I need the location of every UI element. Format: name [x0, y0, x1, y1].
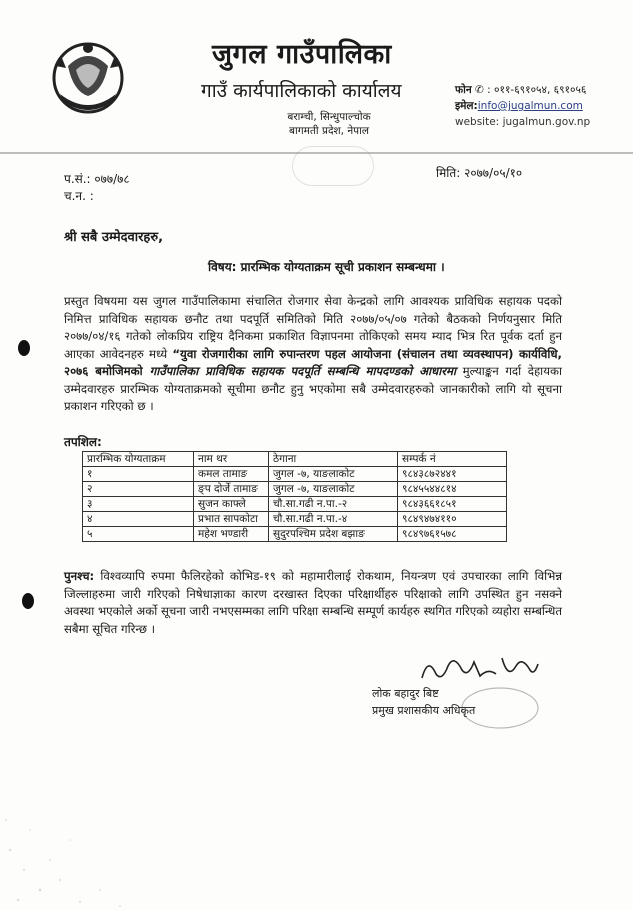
- table-cell: ४: [83, 512, 194, 527]
- salutation: श्री सबै उम्मेदवारहरु,: [64, 230, 164, 245]
- address-line: बागमती प्रदेश, नेपाल: [289, 125, 369, 137]
- body-italic-text: गाउँपालिका प्राविधिक सहायक पदपूर्ति सम्बन्धि मापदण्डको आधारमा: [142, 364, 457, 378]
- table-row: [83, 527, 507, 542]
- email-link[interactable]: info@jugalmun.com: [477, 100, 583, 112]
- body-bold-text: “युवा रोजगारीका लागि रुपान्तरण पहल आयोजना (संचालन तथा व्यवस्थापन) कार्यविधि, २०७६ बमोजिमको: [64, 346, 562, 378]
- scan-noise: [0, 730, 260, 910]
- body-paragraph: [64, 293, 562, 416]
- address-block: [249, 110, 409, 138]
- org-name: जुगल गाउँपालिका: [212, 39, 392, 70]
- table-cell: ३: [83, 497, 194, 512]
- address-line: बराम्ची, सिन्धुपाल्चोक: [287, 111, 371, 123]
- body-text: मुल्याङ्कन गर्दा देहायका उम्मेदवारहरु प्रारम्भिक योग्यताक्रमको सूचीमा छनौट हुनु भएकोमा सबै उम्मेदवारहरुको जानकारीको लागि यो सूचना प्रकाशन गरिएको छ ।: [64, 364, 562, 413]
- subject-line: विषय: प्रारम्भिक योग्यताक्रम सूची प्रकाशन सम्बन्धमा ।: [208, 260, 445, 274]
- table-row: [83, 482, 507, 497]
- table-cell: सुजन काफ्ले: [194, 497, 269, 512]
- table-cell: चौ.सा.गढी न.पा.-२: [269, 497, 398, 512]
- table-cell: कमल तामाङ: [194, 467, 269, 482]
- table-cell: ५: [83, 527, 194, 542]
- table-cell: जुगल -७, याङलाकोट: [269, 482, 398, 497]
- table-cell: महेश भण्डारी: [194, 527, 269, 542]
- table-cell: चौ.सा.गढी न.पा.-४: [269, 512, 398, 527]
- nepal-emblem-icon: [48, 36, 128, 116]
- table-header-cell: नाम थर: [194, 452, 269, 467]
- table-row: [83, 497, 507, 512]
- table-cell: सुदुरपश्चिम प्रदेश बझाङ: [269, 527, 398, 542]
- table-cell: प्रभात सापकोटा: [194, 512, 269, 527]
- table-cell: जुगल -७, याङलाकोट: [269, 467, 398, 482]
- scan-hole-mark: [18, 340, 30, 356]
- website-line: [455, 114, 590, 130]
- email-line: [455, 98, 590, 114]
- candidate-table: [82, 451, 507, 542]
- signer-name: लोक बहादुर बिष्ट: [372, 687, 439, 700]
- reference-number: प.सं.: ०७७/७८: [64, 172, 130, 186]
- letter-date: मिति: २०७७/०५/१०: [436, 166, 523, 180]
- table-header-row: [83, 452, 507, 467]
- faint-stamp-mark: [292, 146, 374, 186]
- postscript-label: पुनश्च:: [64, 569, 95, 583]
- table-header-cell: सम्पर्क नं: [398, 452, 507, 467]
- table-row: [83, 512, 507, 527]
- body-text: प्रस्तुत विषयमा यस जुगल गाउँपालिकामा संचालित रोजगार सेवा केन्द्रको लागि आवश्यक प्राविधिक सहायक पदको निमित्त प्राविधिक सहायक छनौट तथा पदपूर्ति समितिको मिति २०७७/०५/०७ गतेको बैठकको निर्णयनुसार मिति २०७७/०४/१६ गतेको लोकप्रिय राष्ट्रिय दैनिकमा प्रकाशित विज्ञापनमा तोकिएको समय म्याद भित्र रित पूर्वक दर्ता हुन आएका आवेदनहरु मध्ये: [64, 294, 562, 361]
- table-header-cell: प्रारम्भिक योग्यताक्रम: [83, 452, 194, 467]
- table-cell: ९८४५५४४८१४: [398, 482, 507, 497]
- website-link[interactable]: jugalmun.gov.np: [502, 116, 591, 128]
- table-cell: ९८४३६६१८५१: [398, 497, 507, 512]
- handwritten-signature: [418, 648, 543, 686]
- website-label: website:: [455, 116, 500, 128]
- postscript-paragraph: [64, 568, 562, 638]
- phone-icon: ✆: [475, 84, 484, 96]
- table-cell: ९८४३८७२४४१: [398, 467, 507, 482]
- contact-block: [455, 82, 590, 130]
- phone-line: [455, 82, 590, 98]
- table-cell: ९८४९४७४११०: [398, 512, 507, 527]
- table-cell: ङ्प दोर्जे तामाङ: [194, 482, 269, 497]
- table-cell: २: [83, 482, 194, 497]
- office-name: गाउँ कार्यपालिकाको कार्यालय: [201, 80, 402, 102]
- details-label: तपशिल:: [64, 435, 102, 449]
- phone-number: : ०११-६९१०५४, ६९१०५६: [487, 84, 587, 96]
- phone-label: फोन: [455, 84, 472, 96]
- scan-hole-mark: [22, 593, 34, 609]
- table-header-cell: ठेगाना: [269, 452, 398, 467]
- table-cell: १: [83, 467, 194, 482]
- dispatch-number: च.न. :: [64, 189, 94, 203]
- table-cell: ९८४९७६१५७८: [398, 527, 507, 542]
- postscript-text: विश्वव्यापि रुपमा फैलिरहेको कोभिड-१९ को महामारीलाई रोकथाम, नियन्त्रण एवं उपचारका लागि विभिन्न जिल्लाहरुमा जारी गरिएको निषेधाज्ञाका कारण दरखास्त दिएका परिक्षार्थीहरु परिक्षाको लागि उपस्थित हुन नसक्ने अवस्था भएकोले अर्को सूचना जारी नभएसम्मका लागि परिक्षा सम्बन्धि सम्पूर्ण कार्यहरु स्थगित गरिएको व्यहोरा सम्बन्धित सबैमा सूचित गरिन्छ ।: [64, 569, 562, 636]
- signer-title: प्रमुख प्रशासकीय अधिकृत: [372, 704, 476, 717]
- email-label: इमेल:: [455, 100, 478, 112]
- table-row: [83, 467, 507, 482]
